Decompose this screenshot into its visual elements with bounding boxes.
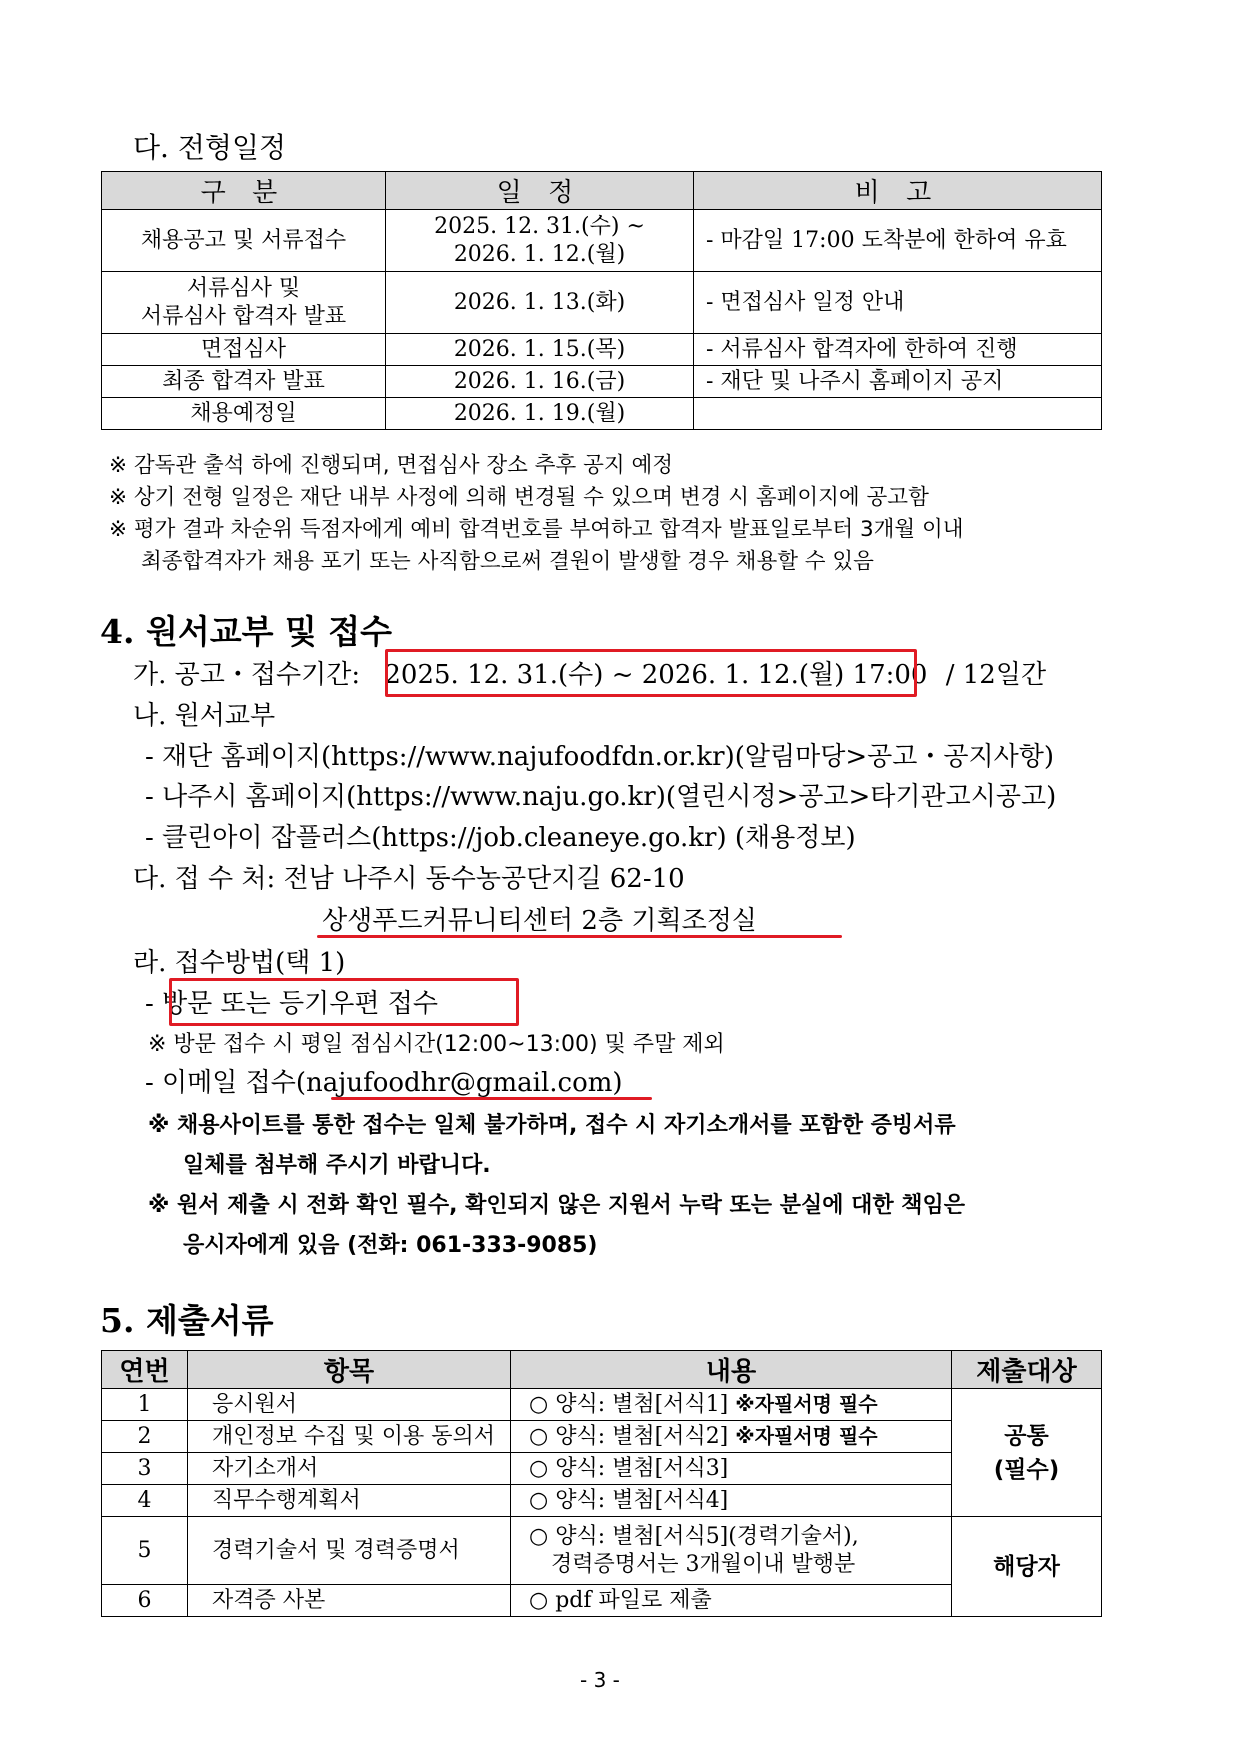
office-underline bbox=[317, 935, 842, 938]
section-5-title: 5. 제출서류 bbox=[100, 1301, 274, 1340]
row-remark: - 마감일 17:00 도착분에 한하여 유효 bbox=[694, 210, 1102, 272]
col-header-content: 내용 bbox=[511, 1351, 952, 1389]
schedule-heading: 다. 전형일정 bbox=[133, 131, 287, 164]
row-no: 1 bbox=[102, 1389, 188, 1421]
schedule-note: ※ 평가 결과 차순위 득점자에게 예비 합격번호를 부여하고 합격자 발표일로부터 3개월 이내 bbox=[109, 517, 964, 542]
method-heading: 라. 접수방법(택 1) bbox=[133, 948, 346, 978]
bold-note: 응시자에게 있음 (전화: 061-333-9085) bbox=[183, 1233, 598, 1258]
schedule-note: ※ 감독관 출석 하에 진행되며, 면접심사 장소 추후 공지 예정 bbox=[109, 453, 674, 478]
row-content: ○ 양식: 별첨[서식2] ※자필서명 필수 bbox=[511, 1421, 952, 1453]
row-label: 채용예정일 bbox=[102, 398, 386, 430]
email-underline bbox=[331, 1097, 652, 1100]
bold-note: ※ 원서 제출 시 전화 확인 필수, 확인되지 않은 지원서 누락 또는 분실에 대한 책임은 bbox=[148, 1193, 966, 1218]
row-date: 2025. 12. 31.(수) ~ 2026. 1. 12.(월) bbox=[386, 210, 694, 272]
row-remark: - 면접심사 일정 안내 bbox=[694, 272, 1102, 334]
row-date: 2026. 1. 19.(월) bbox=[386, 398, 694, 430]
table-row bbox=[102, 398, 1102, 430]
bold-note: ※ 채용사이트를 통한 접수는 일체 불가하며, 접수 시 자기소개서를 포함한 증빙서류 bbox=[148, 1113, 956, 1138]
row-date: 2026. 1. 16.(금) bbox=[386, 366, 694, 398]
table-row bbox=[102, 210, 1102, 272]
row-item: 경력기술서 및 경력증명서 bbox=[188, 1517, 511, 1585]
documents-table bbox=[101, 1350, 1102, 1617]
table-row bbox=[102, 1389, 1102, 1421]
method-highlight-box bbox=[169, 978, 519, 1026]
distribution-item: - 클린아이 잡플러스(https://job.cleaneye.go.kr) (채용정보) bbox=[145, 823, 856, 853]
row-date: 2026. 1. 15.(목) bbox=[386, 334, 694, 366]
table-row bbox=[102, 272, 1102, 334]
documents-header-row bbox=[102, 1351, 1102, 1389]
table-row bbox=[102, 334, 1102, 366]
office-detail: 상생푸드커뮤니티센터 2층 기획조정실 bbox=[322, 906, 757, 936]
schedule-note: 최종합격자가 채용 포기 또는 사직함으로써 결원이 발생할 경우 채용할 수 있음 bbox=[141, 549, 874, 574]
row-content: ○ 양식: 별첨[서식1] ※자필서명 필수 bbox=[511, 1389, 952, 1421]
office-address: 다. 접 수 처: 전남 나주시 동수농공단지길 62-10 bbox=[133, 864, 685, 894]
row-item: 자격증 사본 bbox=[188, 1585, 511, 1617]
bold-note: 일체를 첨부해 주시기 바랍니다. bbox=[183, 1153, 491, 1178]
signature-required-mark: ※자필서명 필수 bbox=[735, 1392, 878, 1416]
schedule-table bbox=[101, 171, 1102, 430]
table-row bbox=[102, 1517, 1102, 1585]
col-header-remark: 비 고 bbox=[694, 172, 1102, 210]
distribution-item: - 나주시 홈페이지(https://www.naju.go.kr)(열린시정>공고>타기관고시공고) bbox=[145, 782, 1057, 812]
row-remark bbox=[694, 398, 1102, 430]
table-row bbox=[102, 366, 1102, 398]
period-value: 2025. 12. 31.(수) ~ 2026. 1. 12.(월) 17:00 bbox=[384, 660, 928, 690]
row-no: 4 bbox=[102, 1485, 188, 1517]
col-header-no: 연번 bbox=[102, 1351, 188, 1389]
target-applicable: 해당자 bbox=[952, 1517, 1102, 1617]
row-content: ○ pdf 파일로 제출 bbox=[511, 1585, 952, 1617]
row-no: 6 bbox=[102, 1585, 188, 1617]
visit-note: ※ 방문 접수 시 평일 점심시간(12:00~13:00) 및 주말 제외 bbox=[148, 1032, 725, 1057]
section-4-title: 4. 원서교부 및 접수 bbox=[100, 612, 393, 651]
application-period: 가. 공고・접수기간: 2025. 12. 31.(수) ~ 2026. 1. 12.(월) 17:00 / 12일간 bbox=[133, 660, 1047, 690]
row-item: 자기소개서 bbox=[188, 1453, 511, 1485]
method-email: - 이메일 접수(najufoodhr@gmail.com) bbox=[145, 1068, 623, 1098]
row-item: 응시원서 bbox=[188, 1389, 511, 1421]
row-remark: - 서류심사 합격자에 한하여 진행 bbox=[694, 334, 1102, 366]
col-header-item: 항목 bbox=[188, 1351, 511, 1389]
col-header-target: 제출대상 bbox=[952, 1351, 1102, 1389]
row-content: ○ 양식: 별첨[서식3] bbox=[511, 1453, 952, 1485]
distribution-heading: 나. 원서교부 bbox=[133, 701, 276, 731]
row-remark: - 재단 및 나주시 홈페이지 공지 bbox=[694, 366, 1102, 398]
period-highlight-box bbox=[385, 649, 917, 697]
row-no: 5 bbox=[102, 1517, 188, 1585]
page-number: - 3 - bbox=[580, 1668, 620, 1692]
method-visit: - 방문 또는 등기우편 접수 bbox=[145, 989, 439, 1019]
schedule-note: ※ 상기 전형 일정은 재단 내부 사정에 의해 변경될 수 있으며 변경 시 홈페이지에 공고함 bbox=[109, 485, 929, 510]
row-no: 2 bbox=[102, 1421, 188, 1453]
col-header-schedule: 일 정 bbox=[386, 172, 694, 210]
row-label: 채용공고 및 서류접수 bbox=[102, 210, 386, 272]
row-no: 3 bbox=[102, 1453, 188, 1485]
row-label: 최종 합격자 발표 bbox=[102, 366, 386, 398]
row-date: 2026. 1. 13.(화) bbox=[386, 272, 694, 334]
signature-required-mark: ※자필서명 필수 bbox=[735, 1424, 878, 1448]
distribution-item: - 재단 홈페이지(https://www.najufoodfdn.or.kr)(알림마당>공고・공지사항) bbox=[145, 742, 1054, 772]
row-content: ○ 양식: 별첨[서식5](경력기술서), 경력증명서는 3개월이내 발행분 bbox=[511, 1517, 952, 1585]
schedule-header-row bbox=[102, 172, 1102, 210]
row-content: ○ 양식: 별첨[서식4] bbox=[511, 1485, 952, 1517]
row-label: 서류심사 및 서류심사 합격자 발표 bbox=[102, 272, 386, 334]
col-header-category: 구 분 bbox=[102, 172, 386, 210]
target-common: 공통 (필수) bbox=[952, 1389, 1102, 1517]
row-item: 직무수행계획서 bbox=[188, 1485, 511, 1517]
row-label: 면접심사 bbox=[102, 334, 386, 366]
row-item: 개인정보 수집 및 이용 동의서 bbox=[188, 1421, 511, 1453]
